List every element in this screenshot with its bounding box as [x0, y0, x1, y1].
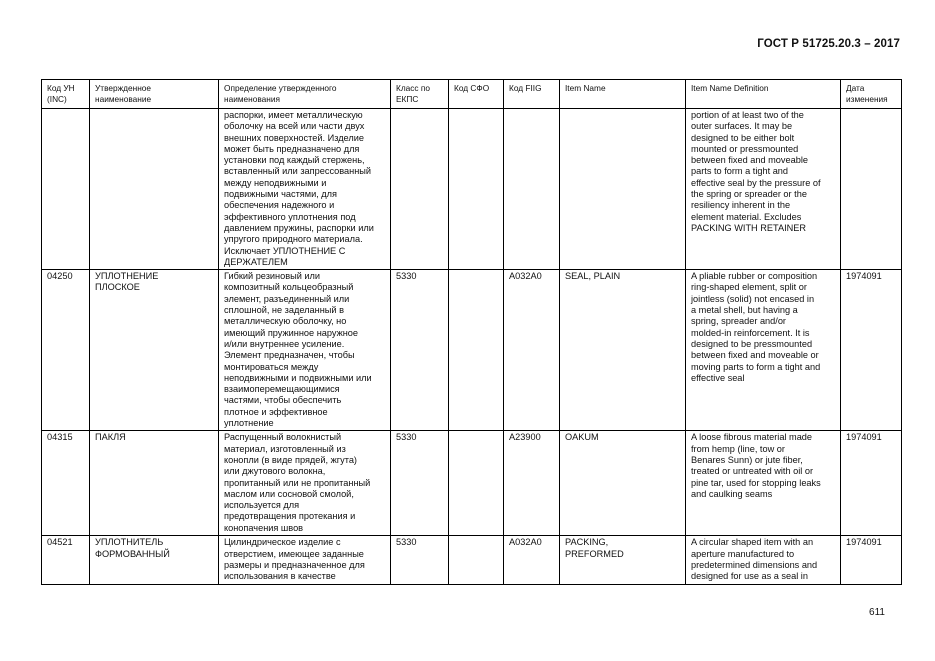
cell-definition-ru: распорки, имеет металлическую оболочку на всей или части двух внешних поверхностей. Изделие может быть предназначено для установки под каждый стержень, вставленный или запрессованный между неподвижными и подвижными частями, для обеспечения надежного и эффективного уплотнения под давлением пружины, распорки или упругого природного материала. Исключает УПЛОТНЕНИЕ С ДЕРЖАТЕЛЕМ: [219, 109, 391, 270]
column-header-item-name: Item Name: [560, 80, 686, 109]
document-header: ГОСТ Р 51725.20.3 – 2017: [757, 38, 900, 50]
column-header-definition-ru: Определение утвержденного наименования: [219, 80, 391, 109]
cell-date: 1974091: [841, 270, 902, 431]
cell-class: 5330: [391, 536, 449, 584]
column-header-date: Дата изменения: [841, 80, 902, 109]
cell-class: 5330: [391, 431, 449, 536]
cell-date: 1974091: [841, 536, 902, 584]
column-header-definition-en: Item Name Definition: [686, 80, 841, 109]
cell-item-name: [560, 109, 686, 270]
cell-definition-en: portion of at least two of the outer surfaces. It may be designed to be either bolt mounted or pressmounted between fixed and moveable parts to form a tight and effective seal by the pressure of the spring or spreader or the resiliency inherent in the element material. Excludes PACKING WITH RETAINER: [686, 109, 841, 270]
table-row: [42, 536, 902, 584]
cell-sfo: [449, 109, 504, 270]
table-row: [42, 109, 902, 270]
cell-definition-en: A circular shaped item with an aperture manufactured to predetermined dimensions and designed for use as a seal in: [686, 536, 841, 584]
column-header-approved-name: Утвержденное наименование: [90, 80, 219, 109]
cell-fiig: A23900: [504, 431, 560, 536]
cell-approved-name: ПАКЛЯ: [90, 431, 219, 536]
cell-definition-ru: Распущенный волокнистый материал, изготовленный из конопли (в виде прядей, жгута) или джутового волокна, пропитанный или не пропитанный маслом или сосновой смолой, используется для предотвращения протекания и конопачения швов: [219, 431, 391, 536]
cell-fiig: A032A0: [504, 536, 560, 584]
column-header-class: Класс по ЕКПС: [391, 80, 449, 109]
cell-sfo: [449, 536, 504, 584]
nomenclature-table: [41, 79, 902, 585]
cell-approved-name: УПЛОТНИТЕЛЬ ФОРМОВАННЫЙ: [90, 536, 219, 584]
cell-inc: 04315: [42, 431, 90, 536]
cell-sfo: [449, 431, 504, 536]
cell-inc: 04250: [42, 270, 90, 431]
cell-sfo: [449, 270, 504, 431]
cell-definition-ru: Гибкий резиновый или композитный кольцеобразный элемент, разъединенный или сплошной, не заделанный в металлическую оболочку, но имеющий пружинное наружное и/или внутреннее усиление. Элемент предназначен, чтобы монтироваться между неподвижными и подвижными или взаимоперемещающимися частями, чтобы обеспечить плотное и эффективное уплотнение: [219, 270, 391, 431]
cell-item-name: SEAL, PLAIN: [560, 270, 686, 431]
cell-approved-name: УПЛОТНЕНИЕ ПЛОСКОЕ: [90, 270, 219, 431]
column-header-inc: Код УН (INC): [42, 80, 90, 109]
table-header-row: [42, 80, 902, 109]
cell-fiig: [504, 109, 560, 270]
cell-inc: 04521: [42, 536, 90, 584]
cell-fiig: A032A0: [504, 270, 560, 431]
cell-approved-name: [90, 109, 219, 270]
cell-date: 1974091: [841, 431, 902, 536]
page-number: 611: [869, 607, 885, 618]
cell-item-name: OAKUM: [560, 431, 686, 536]
column-header-sfo: Код СФО: [449, 80, 504, 109]
cell-definition-ru: Цилиндрическое изделие с отверстием, имеющее заданные размеры и предназначенное для использования в качестве: [219, 536, 391, 584]
cell-inc: [42, 109, 90, 270]
column-header-fiig: Код FIIG: [504, 80, 560, 109]
cell-class: 5330: [391, 270, 449, 431]
cell-definition-en: A pliable rubber or composition ring-shaped element, split or jointless (solid) not encased in a metal shell, but having a spring, spreader and/or molded-in reinforcement. It is designed to be pressmounted between fixed and moveable or moving parts to form a tight and effective seal: [686, 270, 841, 431]
table-row: [42, 270, 902, 431]
cell-definition-en: A loose fibrous material made from hemp (line, tow or Benares Sunn) or jute fiber, treated or untreated with oil or pine tar, used for stopping leaks and caulking seams: [686, 431, 841, 536]
cell-class: [391, 109, 449, 270]
cell-item-name: PACKING, PREFORMED: [560, 536, 686, 584]
cell-date: [841, 109, 902, 270]
table-row: [42, 431, 902, 536]
